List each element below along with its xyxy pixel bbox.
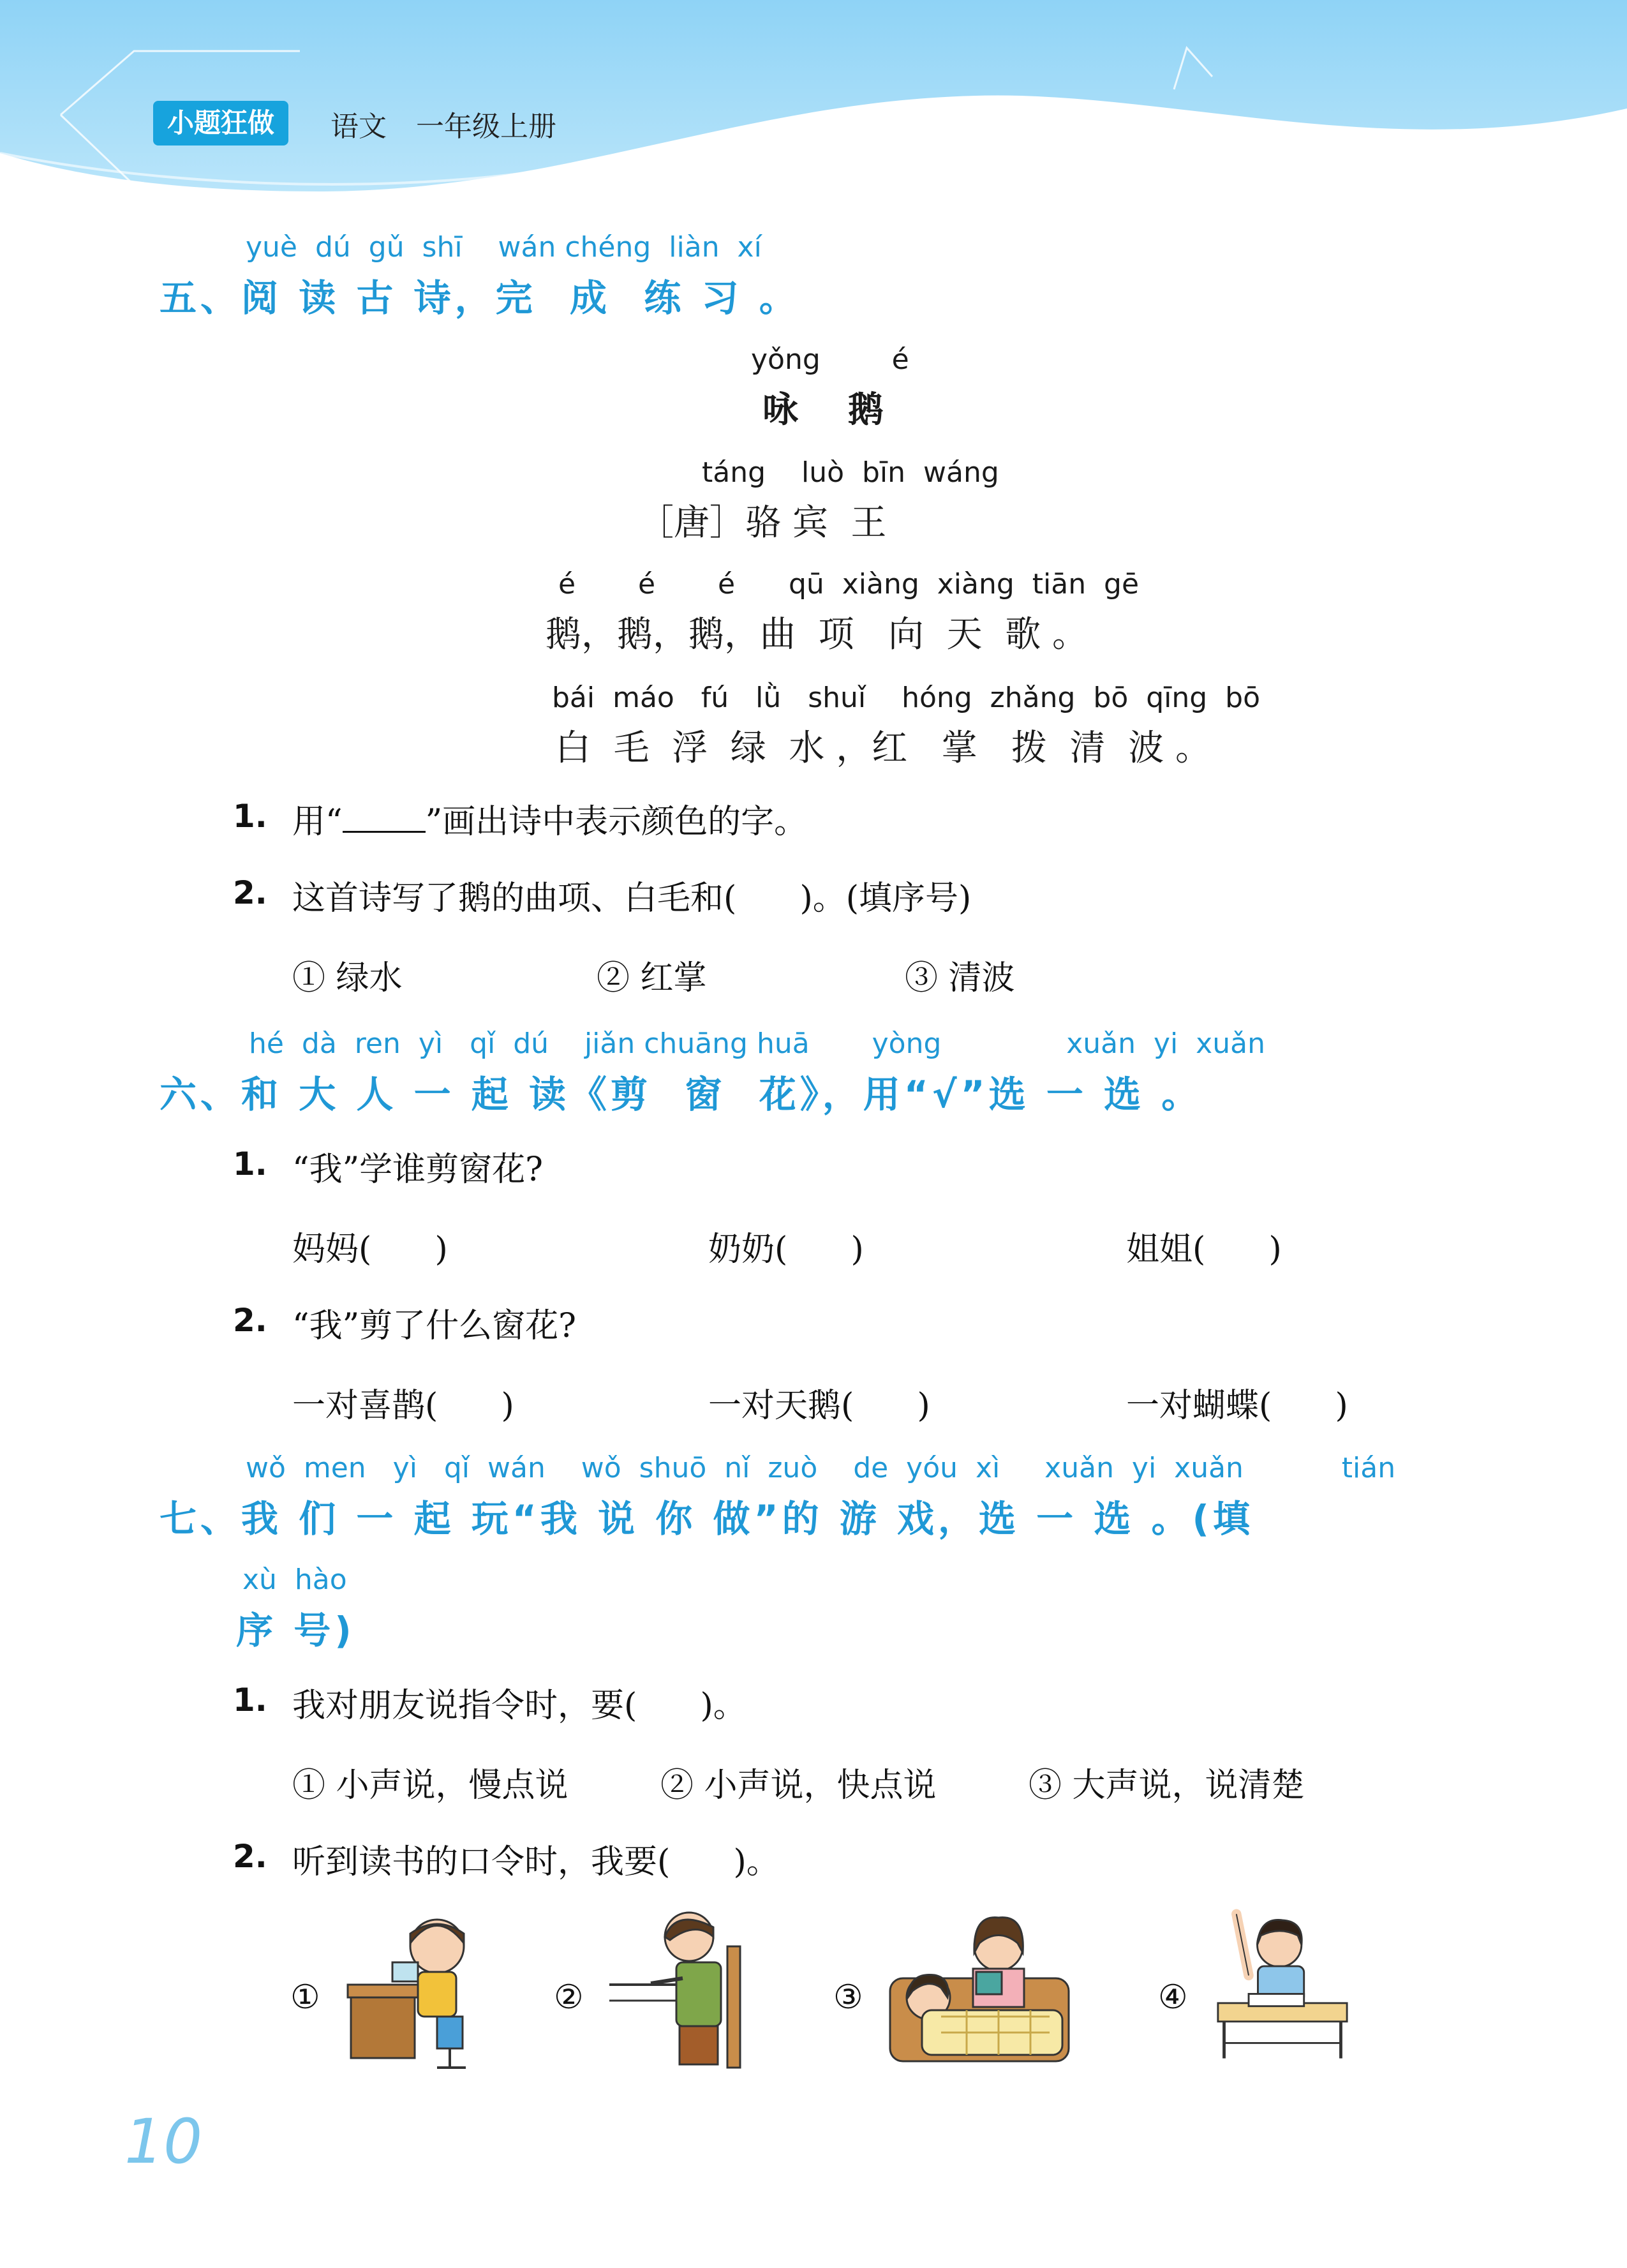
mother-reading-bedtime-story-illustration — [884, 1908, 1081, 2074]
s5-q2-text[interactable]: 这首诗写了鹅的曲项、白毛和( )。(填序号) — [292, 879, 972, 918]
s5-q1-text-b: ”画出诗中表示颜色的字。 — [425, 803, 808, 841]
poem-author-pinyin: táng luò bīn wáng — [702, 456, 999, 489]
s6-q1-number: 1. — [233, 1145, 267, 1182]
s6-q2-option-butterflies[interactable]: 一对蝴蝶( ) — [1126, 1387, 1348, 1425]
s6-q2-option-magpies[interactable]: 一对喜鹊( ) — [292, 1387, 514, 1425]
section7-title: 七、我 们 一 起 玩“我 说 你 做”的 游 戏，选 一 选 。(填 — [160, 1497, 1254, 1541]
s5-option-3[interactable]: ③ 清波 — [905, 959, 1015, 997]
girl-reading-at-desk-illustration — [341, 1908, 488, 2074]
page-number: 10 — [124, 2106, 203, 2177]
poem-title: 咏 鹅 — [762, 389, 884, 431]
figure-label-2[interactable]: ② — [554, 1978, 584, 2017]
s6-q2-option-swans[interactable]: 一对天鹅( ) — [708, 1387, 930, 1425]
s7-q1-option-1[interactable]: ① 小声说，慢点说 — [292, 1766, 568, 1805]
s6-q1-option-grandma[interactable]: 奶奶( ) — [708, 1230, 864, 1269]
figure-label-4[interactable]: ④ — [1158, 1978, 1188, 2017]
s7-q2-text[interactable]: 听到读书的口令时，我要( )。 — [292, 1843, 780, 1881]
series-tag: 小题狂做 — [153, 101, 288, 145]
poem-line2-pinyin: bái máo fú lǜ shuǐ hóng zhǎng bō qīng bō — [552, 682, 1261, 714]
s6-q1-option-sister[interactable]: 姐姐( ) — [1126, 1230, 1282, 1269]
grade-label: 一年级上册 — [416, 110, 556, 143]
section6-title: 六、和 大 人 一 起 读《剪 窗 花》，用“√”选 一 选 。 — [160, 1073, 1203, 1116]
poem-title-pinyin: yǒng é — [751, 343, 909, 376]
section7-pinyin: wǒ men yì qǐ wán wǒ shuō nǐ zuò de yóu xì xuǎn yi xuǎn tián — [246, 1452, 1396, 1484]
s6-q1-option-mom[interactable]: 妈妈( ) — [292, 1230, 448, 1269]
section7-title-2: 序 号) — [236, 1609, 355, 1652]
poem-line2: 白 毛 浮 绿 水 ，红 掌 拨 清 波 。 — [555, 727, 1212, 769]
underline-blank — [343, 805, 426, 833]
s5-q1-text — [292, 795, 807, 842]
s5-q1-text-a: 用“ — [292, 803, 343, 841]
s6-q1-text: “我”学谁剪窗花? — [292, 1151, 544, 1189]
s5-q1-number: 1. — [233, 798, 267, 835]
s7-q1-option-3[interactable]: ③ 大声说，说清楚 — [1029, 1766, 1305, 1805]
s6-q2-number: 2. — [233, 1302, 267, 1339]
poem-line1: 鹅，鹅，鹅，曲 项 向 天 歌 。 — [546, 614, 1088, 655]
s5-option-2[interactable]: ② 红掌 — [597, 959, 707, 997]
poem-line1-pinyin: é é é qū xiàng xiàng tiān gē — [558, 568, 1140, 601]
boy-raising-hand-at-desk-illustration — [1209, 1902, 1356, 2068]
poem-author: ［唐］骆 宾 王 — [638, 502, 887, 544]
subject-label: 语文 — [331, 110, 387, 143]
boy-writing-at-desk-illustration — [606, 1908, 753, 2074]
section7-pinyin-2: xù hào — [242, 1563, 347, 1596]
s6-q2-text: “我”剪了什么窗花? — [292, 1307, 577, 1345]
figure-label-1[interactable]: ① — [290, 1978, 320, 2017]
figure-label-3[interactable]: ③ — [833, 1978, 863, 2017]
s5-q2-number: 2. — [233, 874, 267, 911]
s7-q2-number: 2. — [233, 1838, 267, 1875]
section5-pinyin: yuè dú gǔ shī wán chéng liàn xí — [246, 231, 762, 264]
s5-option-1[interactable]: ① 绿水 — [292, 959, 403, 997]
s7-q1-text[interactable]: 我对朋友说指令时，要( )。 — [292, 1687, 747, 1725]
section6-pinyin: hé dà ren yì qǐ dú jiǎn chuāng huā yòng xuǎn yi xuǎn — [249, 1027, 1265, 1060]
section5-title: 五、阅 读 古 诗，完 成 练 习 。 — [160, 276, 800, 320]
s7-q1-number: 1. — [233, 1682, 267, 1719]
s7-q1-option-2[interactable]: ② 小声说，快点说 — [660, 1766, 937, 1805]
